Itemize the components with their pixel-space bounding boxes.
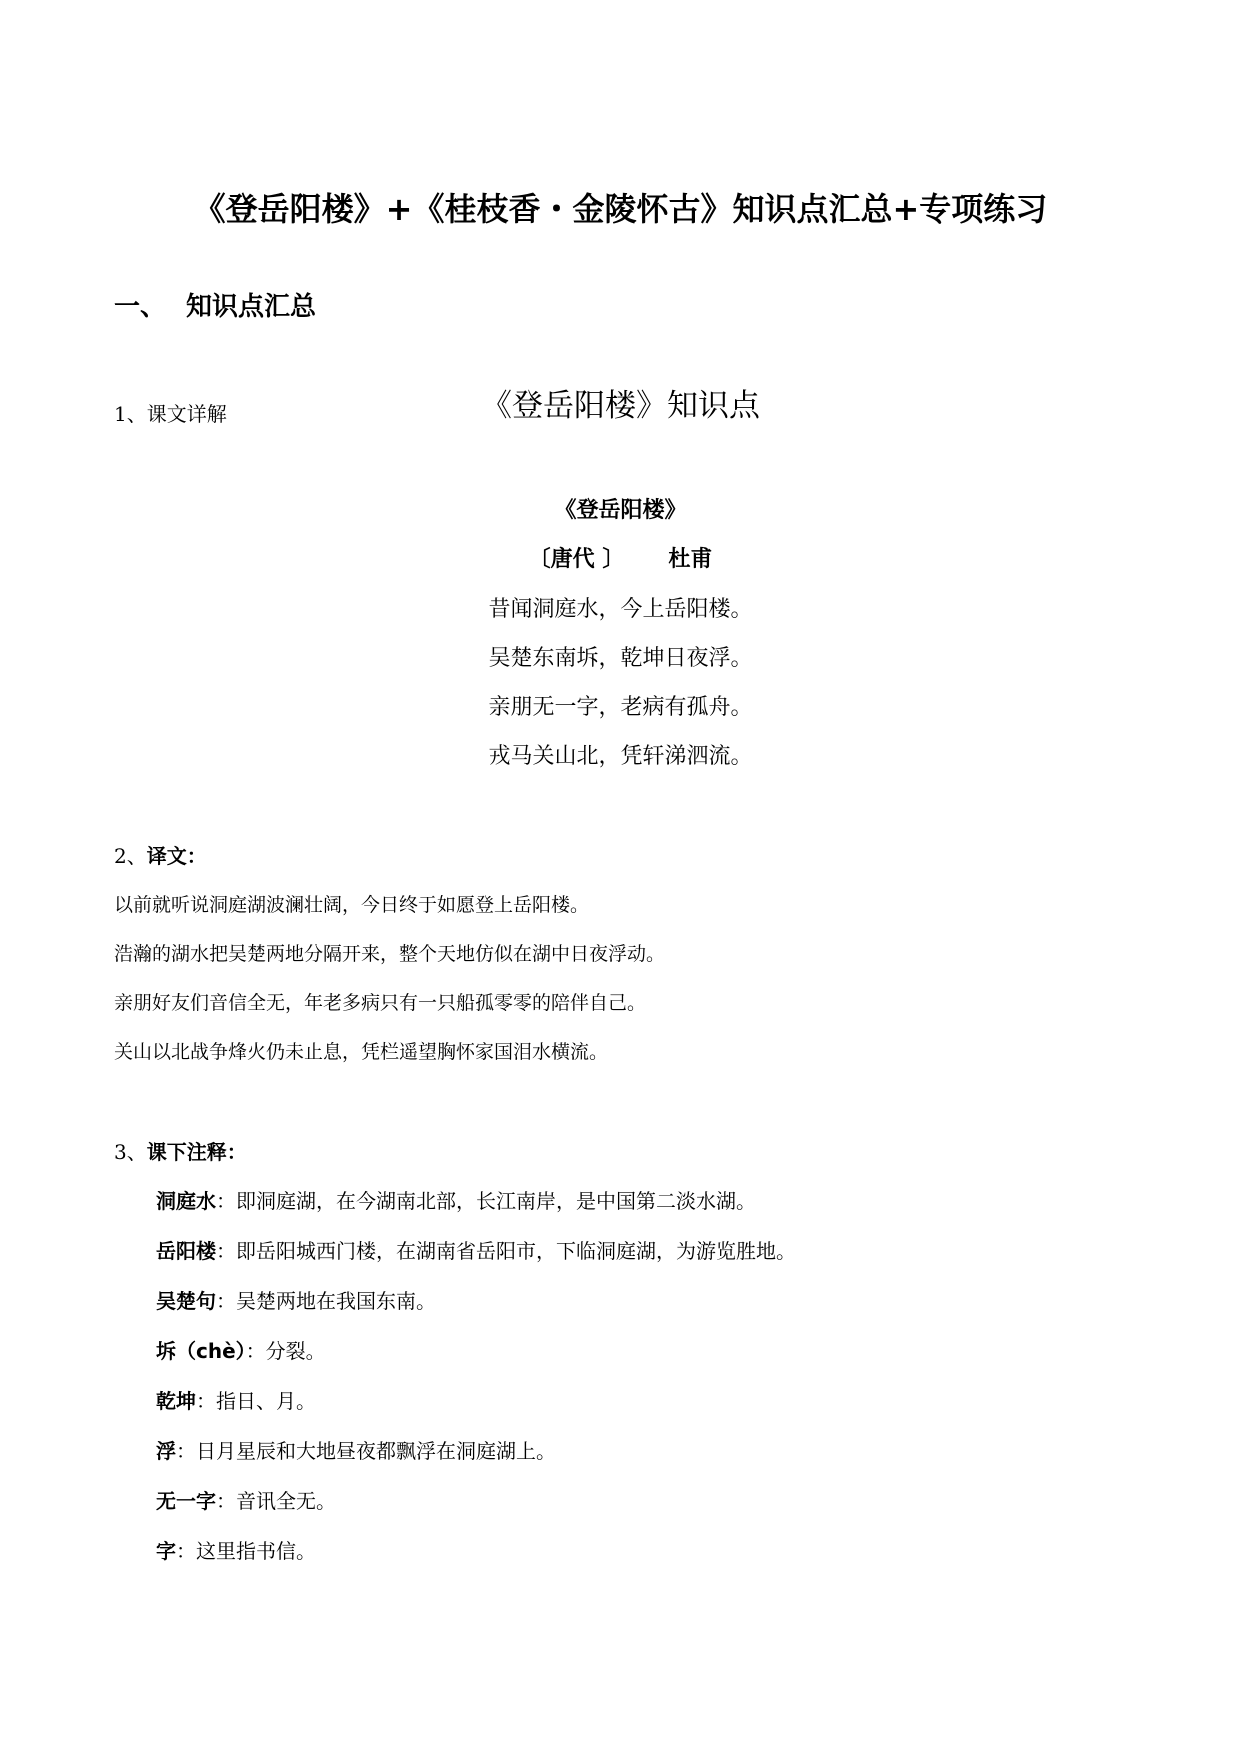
note-term: 无一字 [156,1489,216,1513]
note-item [156,1235,796,1264]
note-text: 音讯全无。 [236,1489,336,1513]
poem-title: 《登岳阳楼》 [554,498,687,523]
note-term: 坼（chè） [156,1339,246,1363]
note-separator: ： [245,1339,266,1363]
note-item [156,1385,316,1414]
poem-line: 戎马关山北，凭轩涕泗流。 [488,744,753,769]
poem-author: 杜甫 [668,547,713,572]
poem-line: 亲朋无一字，老病有孤舟。 [488,695,753,720]
note-text: 分裂。 [265,1339,326,1363]
note-text: 日月星辰和大地昼夜都飘浮在洞庭湖上。 [196,1439,556,1463]
item-2-label: 译文： [146,844,207,868]
note-text: 即岳阳城西门楼，在湖南省岳阳市，下临洞庭湖，为游览胜地。 [236,1239,796,1263]
note-item [156,1435,556,1464]
section-title: 知识点汇总 [186,292,317,322]
translation-line: 浩瀚的湖水把吴楚两地分隔开来，整个天地仿似在湖中日夜浮动。 [114,943,666,965]
item-heading-1 [114,398,227,427]
note-separator: ： [196,1389,216,1413]
note-term: 乾坤 [156,1389,196,1413]
note-text: 吴楚两地在我国东南。 [236,1289,436,1313]
poem-author-line [0,542,1241,573]
note-text: 即洞庭湖，在今湖南北部，长江南岸，是中国第二淡水湖。 [236,1189,756,1213]
section-number: 一、 [114,292,167,322]
translation-line: 以前就听说洞庭湖波澜壮阔，今日终于如愿登上岳阳楼。 [114,894,590,916]
item-1-label: 1、课文详解 [114,402,227,426]
note-separator: ： [176,1439,196,1463]
note-term: 浮 [156,1439,176,1463]
poem-dynasty: 〔唐代 〕 [528,547,625,572]
note-item [156,1485,336,1514]
poem-line: 吴楚东南坼，乾坤日夜浮。 [488,646,753,671]
note-item [156,1285,436,1314]
item-heading-2 [114,840,207,869]
note-separator: ： [176,1539,196,1563]
item-heading-3 [114,1136,247,1165]
item-3-label: 课下注释： [146,1140,247,1164]
translation-line: 关山以北战争烽火仍未止息，凭栏遥望胸怀家国泪水横流。 [114,1041,609,1063]
subtitle: 《登岳阳楼》知识点 [481,388,760,424]
note-item [156,1535,316,1564]
translation-line: 亲朋好友们音信全无，年老多病只有一只船孤零零的陪伴自己。 [114,992,647,1014]
note-text: 这里指书信。 [196,1539,316,1563]
note-term: 洞庭水 [156,1189,216,1213]
item-2-number: 2、 [114,844,147,868]
note-text: 指日、月。 [216,1389,316,1413]
document-title: 《登岳阳楼》+《桂枝香・金陵怀古》知识点汇总+专项练习 [193,190,1048,228]
note-term: 吴楚句 [156,1289,216,1313]
poem-line: 昔闻洞庭水，今上岳阳楼。 [488,597,753,622]
note-separator: ： [216,1289,236,1313]
note-item [156,1335,326,1364]
note-separator: ： [216,1239,236,1263]
note-item [156,1185,756,1214]
note-term: 岳阳楼 [156,1239,216,1263]
note-separator: ： [216,1189,236,1213]
note-separator: ： [216,1489,236,1513]
note-term: 字 [156,1539,176,1563]
item-3-number: 3、 [114,1140,147,1164]
section-heading [114,286,316,323]
